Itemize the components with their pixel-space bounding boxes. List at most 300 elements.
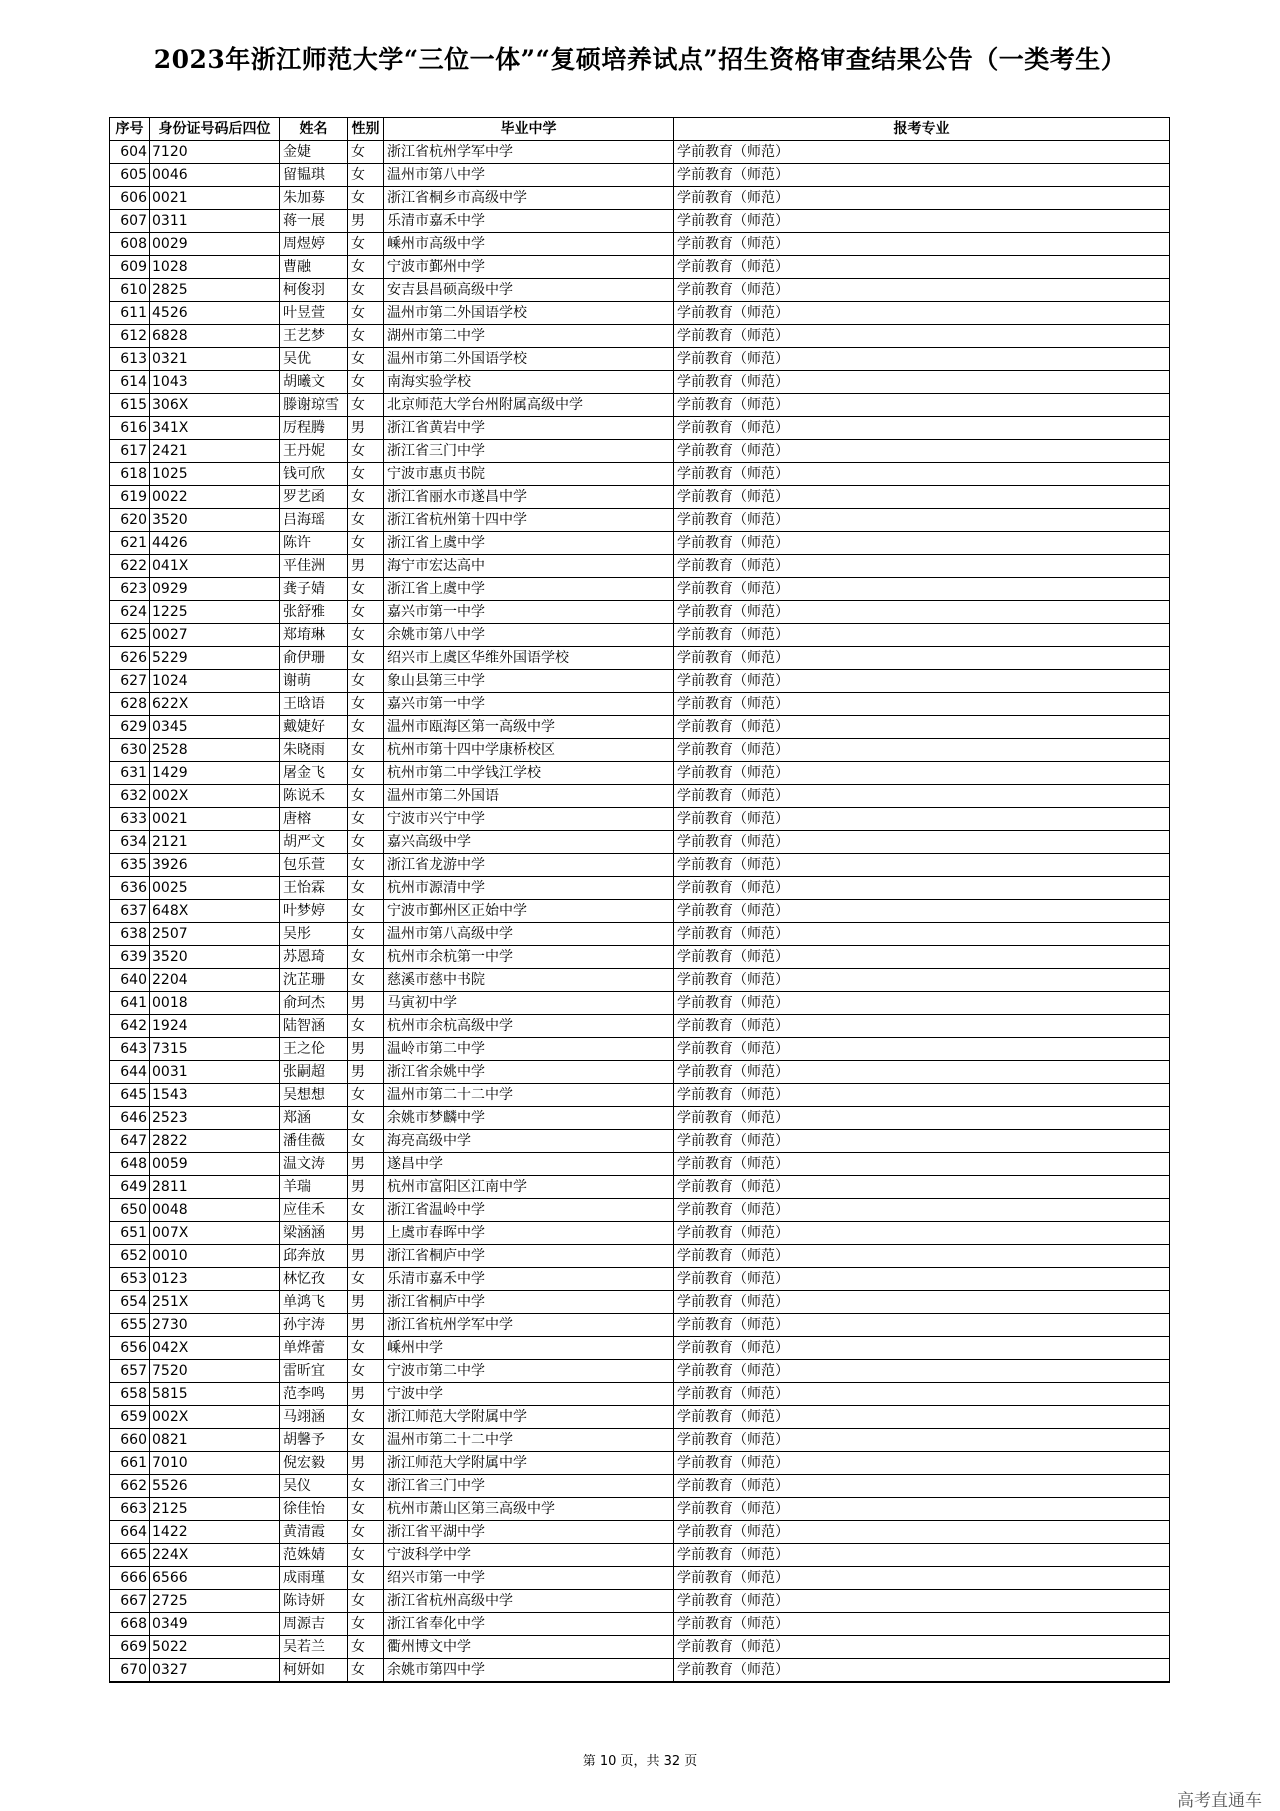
school-cell: 余姚市第四中学 — [384, 1659, 674, 1683]
school-cell: 浙江师范大学附属中学 — [384, 1452, 674, 1475]
name-cell: 平佳洲 — [280, 555, 348, 578]
id-last4-cell: 0345 — [150, 716, 280, 739]
name-cell: 柯俊羽 — [280, 279, 348, 302]
id-last4-cell: 2822 — [150, 1130, 280, 1153]
table-row — [110, 1015, 1170, 1038]
gender-cell: 女 — [348, 647, 384, 670]
name-cell: 包乐萱 — [280, 854, 348, 877]
table-row — [110, 210, 1170, 233]
gender-cell: 女 — [348, 233, 384, 256]
seq-cell: 670 — [110, 1659, 150, 1683]
major-cell: 学前教育（师范） — [674, 831, 1170, 854]
school-cell: 温州市第二外国语 — [384, 785, 674, 808]
seq-cell: 639 — [110, 946, 150, 969]
name-cell: 罗艺函 — [280, 486, 348, 509]
table-row — [110, 371, 1170, 394]
major-cell: 学前教育（师范） — [674, 601, 1170, 624]
school-cell: 杭州市余杭第一中学 — [384, 946, 674, 969]
name-cell: 曹融 — [280, 256, 348, 279]
seq-cell: 646 — [110, 1107, 150, 1130]
seq-cell: 612 — [110, 325, 150, 348]
gender-cell: 女 — [348, 1475, 384, 1498]
seq-cell: 618 — [110, 463, 150, 486]
id-last4-cell: 5815 — [150, 1383, 280, 1406]
id-last4-cell: 7120 — [150, 141, 280, 164]
school-cell: 浙江省余姚中学 — [384, 1061, 674, 1084]
gender-cell: 男 — [348, 1222, 384, 1245]
school-cell: 温州市第二外国语学校 — [384, 348, 674, 371]
major-cell: 学前教育（师范） — [674, 1245, 1170, 1268]
name-cell: 黄清霞 — [280, 1521, 348, 1544]
name-cell: 吕海瑶 — [280, 509, 348, 532]
major-cell: 学前教育（师范） — [674, 141, 1170, 164]
school-cell: 宁波市第二中学 — [384, 1360, 674, 1383]
school-cell: 上虞市春晖中学 — [384, 1222, 674, 1245]
school-cell: 海宁市宏达高中 — [384, 555, 674, 578]
gender-cell: 女 — [348, 785, 384, 808]
seq-cell: 609 — [110, 256, 150, 279]
gender-cell: 女 — [348, 164, 384, 187]
major-cell: 学前教育（师范） — [674, 854, 1170, 877]
table-row — [110, 417, 1170, 440]
gender-cell: 男 — [348, 1038, 384, 1061]
major-cell: 学前教育（师范） — [674, 463, 1170, 486]
id-last4-cell: 6566 — [150, 1567, 280, 1590]
major-cell: 学前教育（师范） — [674, 1567, 1170, 1590]
table-row — [110, 1567, 1170, 1590]
table-row — [110, 1521, 1170, 1544]
major-cell: 学前教育（师范） — [674, 371, 1170, 394]
major-cell: 学前教育（师范） — [674, 624, 1170, 647]
gender-cell: 女 — [348, 808, 384, 831]
major-cell: 学前教育（师范） — [674, 1337, 1170, 1360]
table-row — [110, 1268, 1170, 1291]
gender-cell: 女 — [348, 1107, 384, 1130]
name-cell: 王晗语 — [280, 693, 348, 716]
seq-cell: 648 — [110, 1153, 150, 1176]
seq-cell: 653 — [110, 1268, 150, 1291]
gender-cell: 女 — [348, 877, 384, 900]
name-cell: 胡馨予 — [280, 1429, 348, 1452]
school-cell: 浙江省桐乡市高级中学 — [384, 187, 674, 210]
major-cell: 学前教育（师范） — [674, 1291, 1170, 1314]
seq-cell: 623 — [110, 578, 150, 601]
seq-cell: 625 — [110, 624, 150, 647]
col-header-seq: 序号 — [110, 118, 150, 141]
id-last4-cell: 648X — [150, 900, 280, 923]
name-cell: 王怡霖 — [280, 877, 348, 900]
gender-cell: 女 — [348, 1360, 384, 1383]
gender-cell: 女 — [348, 1199, 384, 1222]
school-cell: 杭州市第十四中学康桥校区 — [384, 739, 674, 762]
seq-cell: 627 — [110, 670, 150, 693]
gender-cell: 女 — [348, 532, 384, 555]
major-cell: 学前教育（师范） — [674, 578, 1170, 601]
gender-cell: 男 — [348, 1245, 384, 1268]
school-cell: 宁波科学中学 — [384, 1544, 674, 1567]
id-last4-cell: 0022 — [150, 486, 280, 509]
major-cell: 学前教育（师范） — [674, 900, 1170, 923]
name-cell: 马翊涵 — [280, 1406, 348, 1429]
name-cell: 金婕 — [280, 141, 348, 164]
school-cell: 嘉兴高级中学 — [384, 831, 674, 854]
name-cell: 徐佳怡 — [280, 1498, 348, 1521]
seq-cell: 641 — [110, 992, 150, 1015]
name-cell: 周源吉 — [280, 1613, 348, 1636]
seq-cell: 620 — [110, 509, 150, 532]
seq-cell: 636 — [110, 877, 150, 900]
major-cell: 学前教育（师范） — [674, 969, 1170, 992]
table-row — [110, 854, 1170, 877]
school-cell: 浙江省三门中学 — [384, 440, 674, 463]
school-cell: 嘉兴市第一中学 — [384, 601, 674, 624]
seq-cell: 631 — [110, 762, 150, 785]
name-cell: 王丹妮 — [280, 440, 348, 463]
id-last4-cell: 2523 — [150, 1107, 280, 1130]
table-row — [110, 1084, 1170, 1107]
seq-cell: 622 — [110, 555, 150, 578]
gender-cell: 女 — [348, 716, 384, 739]
school-cell: 浙江省杭州学军中学 — [384, 141, 674, 164]
school-cell: 杭州市第二中学钱江学校 — [384, 762, 674, 785]
gender-cell: 女 — [348, 578, 384, 601]
id-last4-cell: 2204 — [150, 969, 280, 992]
seq-cell: 626 — [110, 647, 150, 670]
name-cell: 范李鸣 — [280, 1383, 348, 1406]
name-cell: 柯妍如 — [280, 1659, 348, 1683]
name-cell: 周煜婷 — [280, 233, 348, 256]
id-last4-cell: 0821 — [150, 1429, 280, 1452]
school-cell: 宁波市惠贞书院 — [384, 463, 674, 486]
id-last4-cell: 5526 — [150, 1475, 280, 1498]
table-row — [110, 1291, 1170, 1314]
table-row — [110, 831, 1170, 854]
table-row — [110, 187, 1170, 210]
id-last4-cell: 007X — [150, 1222, 280, 1245]
seq-cell: 615 — [110, 394, 150, 417]
id-last4-cell: 251X — [150, 1291, 280, 1314]
seq-cell: 647 — [110, 1130, 150, 1153]
seq-cell: 624 — [110, 601, 150, 624]
major-cell: 学前教育（师范） — [674, 1314, 1170, 1337]
seq-cell: 635 — [110, 854, 150, 877]
school-cell: 温州市第八中学 — [384, 164, 674, 187]
table-row — [110, 394, 1170, 417]
id-last4-cell: 0929 — [150, 578, 280, 601]
table-row — [110, 532, 1170, 555]
seq-cell: 655 — [110, 1314, 150, 1337]
seq-cell: 637 — [110, 900, 150, 923]
gender-cell: 女 — [348, 693, 384, 716]
gender-cell: 男 — [348, 992, 384, 1015]
school-cell: 安吉县昌硕高级中学 — [384, 279, 674, 302]
table-row — [110, 578, 1170, 601]
name-cell: 钱可欣 — [280, 463, 348, 486]
gender-cell: 男 — [348, 555, 384, 578]
seq-cell: 660 — [110, 1429, 150, 1452]
major-cell: 学前教育（师范） — [674, 1383, 1170, 1406]
table-row — [110, 1475, 1170, 1498]
table-row — [110, 1337, 1170, 1360]
id-last4-cell: 7010 — [150, 1452, 280, 1475]
id-last4-cell: 1028 — [150, 256, 280, 279]
table-row — [110, 302, 1170, 325]
table-row — [110, 1613, 1170, 1636]
major-cell: 学前教育（师范） — [674, 1590, 1170, 1613]
gender-cell: 女 — [348, 371, 384, 394]
name-cell: 邱奔放 — [280, 1245, 348, 1268]
name-cell: 滕谢琼雪 — [280, 394, 348, 417]
table-row — [110, 1314, 1170, 1337]
name-cell: 单烨蕾 — [280, 1337, 348, 1360]
id-last4-cell: 0031 — [150, 1061, 280, 1084]
school-cell: 遂昌中学 — [384, 1153, 674, 1176]
col-header-school: 毕业中学 — [384, 118, 674, 141]
name-cell: 郑涵 — [280, 1107, 348, 1130]
name-cell: 郑堉琳 — [280, 624, 348, 647]
major-cell: 学前教育（师范） — [674, 1406, 1170, 1429]
school-cell: 浙江省温岭中学 — [384, 1199, 674, 1222]
school-cell: 温州市第八高级中学 — [384, 923, 674, 946]
gender-cell: 女 — [348, 1498, 384, 1521]
name-cell: 单鸿飞 — [280, 1291, 348, 1314]
major-cell: 学前教育（师范） — [674, 1153, 1170, 1176]
name-cell: 应佳禾 — [280, 1199, 348, 1222]
id-last4-cell: 1429 — [150, 762, 280, 785]
gender-cell: 女 — [348, 601, 384, 624]
major-cell: 学前教育（师范） — [674, 1521, 1170, 1544]
major-cell: 学前教育（师范） — [674, 233, 1170, 256]
id-last4-cell: 3926 — [150, 854, 280, 877]
major-cell: 学前教育（师范） — [674, 716, 1170, 739]
seq-cell: 611 — [110, 302, 150, 325]
school-cell: 杭州市余杭高级中学 — [384, 1015, 674, 1038]
id-last4-cell: 0027 — [150, 624, 280, 647]
gender-cell: 女 — [348, 762, 384, 785]
gender-cell: 女 — [348, 1613, 384, 1636]
col-header-name: 姓名 — [280, 118, 348, 141]
school-cell: 浙江省上虞中学 — [384, 532, 674, 555]
table-row — [110, 1544, 1170, 1567]
id-last4-cell: 7315 — [150, 1038, 280, 1061]
gender-cell: 女 — [348, 440, 384, 463]
gender-cell: 女 — [348, 325, 384, 348]
id-last4-cell: 042X — [150, 1337, 280, 1360]
seq-cell: 616 — [110, 417, 150, 440]
name-cell: 羊瑞 — [280, 1176, 348, 1199]
table-row — [110, 1406, 1170, 1429]
seq-cell: 658 — [110, 1383, 150, 1406]
name-cell: 苏恩琦 — [280, 946, 348, 969]
school-cell: 余姚市梦麟中学 — [384, 1107, 674, 1130]
table-row — [110, 1107, 1170, 1130]
name-cell: 谢萌 — [280, 670, 348, 693]
table-row — [110, 233, 1170, 256]
table-row — [110, 1452, 1170, 1475]
seq-cell: 643 — [110, 1038, 150, 1061]
major-cell: 学前教育（师范） — [674, 1498, 1170, 1521]
table-row — [110, 325, 1170, 348]
major-cell: 学前教育（师范） — [674, 1222, 1170, 1245]
gender-cell: 女 — [348, 1130, 384, 1153]
name-cell: 张嗣超 — [280, 1061, 348, 1084]
school-cell: 绍兴市上虞区华维外国语学校 — [384, 647, 674, 670]
gender-cell: 女 — [348, 946, 384, 969]
major-cell: 学前教育（师范） — [674, 555, 1170, 578]
name-cell: 成雨瑾 — [280, 1567, 348, 1590]
gender-cell: 男 — [348, 1291, 384, 1314]
id-last4-cell: 0018 — [150, 992, 280, 1015]
school-cell: 北京师范大学台州附属高级中学 — [384, 394, 674, 417]
name-cell: 范姝婧 — [280, 1544, 348, 1567]
school-cell: 浙江省三门中学 — [384, 1475, 674, 1498]
gender-cell: 女 — [348, 670, 384, 693]
id-last4-cell: 1024 — [150, 670, 280, 693]
id-last4-cell: 1025 — [150, 463, 280, 486]
gender-cell: 女 — [348, 739, 384, 762]
school-cell: 浙江省杭州学军中学 — [384, 1314, 674, 1337]
seq-cell: 654 — [110, 1291, 150, 1314]
major-cell: 学前教育（师范） — [674, 532, 1170, 555]
school-cell: 乐清市嘉禾中学 — [384, 1268, 674, 1291]
major-cell: 学前教育（师范） — [674, 440, 1170, 463]
seq-cell: 652 — [110, 1245, 150, 1268]
seq-cell: 606 — [110, 187, 150, 210]
school-cell: 浙江师范大学附属中学 — [384, 1406, 674, 1429]
id-last4-cell: 0048 — [150, 1199, 280, 1222]
name-cell: 屠金飞 — [280, 762, 348, 785]
table-header-row — [110, 118, 1170, 141]
seq-cell: 604 — [110, 141, 150, 164]
seq-cell: 665 — [110, 1544, 150, 1567]
major-cell: 学前教育（师范） — [674, 509, 1170, 532]
table-row — [110, 624, 1170, 647]
table-row — [110, 1498, 1170, 1521]
major-cell: 学前教育（师范） — [674, 808, 1170, 831]
table-row — [110, 1199, 1170, 1222]
seq-cell: 607 — [110, 210, 150, 233]
col-header-major: 报考专业 — [674, 118, 1170, 141]
table-row — [110, 877, 1170, 900]
major-cell: 学前教育（师范） — [674, 302, 1170, 325]
seq-cell: 659 — [110, 1406, 150, 1429]
school-cell: 浙江省黄岩中学 — [384, 417, 674, 440]
name-cell: 唐榕 — [280, 808, 348, 831]
gender-cell: 女 — [348, 302, 384, 325]
name-cell: 俞伊珊 — [280, 647, 348, 670]
school-cell: 嵊州中学 — [384, 1337, 674, 1360]
name-cell: 戴婕好 — [280, 716, 348, 739]
major-cell: 学前教育（师范） — [674, 946, 1170, 969]
name-cell: 陈许 — [280, 532, 348, 555]
seq-cell: 664 — [110, 1521, 150, 1544]
major-cell: 学前教育（师范） — [674, 923, 1170, 946]
table-row — [110, 992, 1170, 1015]
major-cell: 学前教育（师范） — [674, 693, 1170, 716]
name-cell: 胡严文 — [280, 831, 348, 854]
table-row — [110, 1360, 1170, 1383]
id-last4-cell: 2125 — [150, 1498, 280, 1521]
school-cell: 慈溪市慈中书院 — [384, 969, 674, 992]
major-cell: 学前教育（师范） — [674, 670, 1170, 693]
id-last4-cell: 002X — [150, 1406, 280, 1429]
school-cell: 浙江省奉化中学 — [384, 1613, 674, 1636]
school-cell: 象山县第三中学 — [384, 670, 674, 693]
school-cell: 温州市第二十二中学 — [384, 1429, 674, 1452]
major-cell: 学前教育（师范） — [674, 1452, 1170, 1475]
id-last4-cell: 5229 — [150, 647, 280, 670]
id-last4-cell: 0021 — [150, 187, 280, 210]
gender-cell: 男 — [348, 210, 384, 233]
name-cell: 叶梦婷 — [280, 900, 348, 923]
id-last4-cell: 4526 — [150, 302, 280, 325]
seq-cell: 619 — [110, 486, 150, 509]
name-cell: 王艺梦 — [280, 325, 348, 348]
name-cell: 沈芷珊 — [280, 969, 348, 992]
name-cell: 陈说禾 — [280, 785, 348, 808]
name-cell: 陆智涵 — [280, 1015, 348, 1038]
id-last4-cell: 2825 — [150, 279, 280, 302]
gender-cell: 女 — [348, 1337, 384, 1360]
id-last4-cell: 2725 — [150, 1590, 280, 1613]
major-cell: 学前教育（师范） — [674, 210, 1170, 233]
name-cell: 吴优 — [280, 348, 348, 371]
id-last4-cell: 1422 — [150, 1521, 280, 1544]
major-cell: 学前教育（师范） — [674, 992, 1170, 1015]
gender-cell: 女 — [348, 394, 384, 417]
major-cell: 学前教育（师范） — [674, 1475, 1170, 1498]
major-cell: 学前教育（师范） — [674, 647, 1170, 670]
gender-cell: 女 — [348, 1521, 384, 1544]
gender-cell: 女 — [348, 1636, 384, 1659]
name-cell: 吴若兰 — [280, 1636, 348, 1659]
id-last4-cell: 1924 — [150, 1015, 280, 1038]
seq-cell: 668 — [110, 1613, 150, 1636]
seq-cell: 614 — [110, 371, 150, 394]
seq-cell: 656 — [110, 1337, 150, 1360]
gender-cell: 女 — [348, 463, 384, 486]
page-title: 2023年浙江师范大学“三位一体”“复硕培养试点”招生资格审查结果公告（一类考生） — [153, 45, 1127, 74]
school-cell: 浙江省上虞中学 — [384, 578, 674, 601]
major-cell: 学前教育（师范） — [674, 762, 1170, 785]
id-last4-cell: 0311 — [150, 210, 280, 233]
seq-cell: 605 — [110, 164, 150, 187]
gender-cell: 女 — [348, 854, 384, 877]
seq-cell: 629 — [110, 716, 150, 739]
name-cell: 龚子婧 — [280, 578, 348, 601]
seq-cell: 640 — [110, 969, 150, 992]
major-cell: 学前教育（师范） — [674, 1130, 1170, 1153]
school-cell: 温州市瓯海区第一高级中学 — [384, 716, 674, 739]
seq-cell: 661 — [110, 1452, 150, 1475]
major-cell: 学前教育（师范） — [674, 1015, 1170, 1038]
major-cell: 学前教育（师范） — [674, 877, 1170, 900]
name-cell: 朱加募 — [280, 187, 348, 210]
id-last4-cell: 1543 — [150, 1084, 280, 1107]
results-table — [109, 117, 1170, 1683]
school-cell: 乐清市嘉禾中学 — [384, 210, 674, 233]
major-cell: 学前教育（师范） — [674, 1360, 1170, 1383]
major-cell: 学前教育（师范） — [674, 1636, 1170, 1659]
name-cell: 厉程腾 — [280, 417, 348, 440]
seq-cell: 633 — [110, 808, 150, 831]
gender-cell: 女 — [348, 1015, 384, 1038]
seq-cell: 630 — [110, 739, 150, 762]
school-cell: 宁波市鄞州中学 — [384, 256, 674, 279]
gender-cell: 男 — [348, 1314, 384, 1337]
school-cell: 浙江省桐庐中学 — [384, 1291, 674, 1314]
table-row — [110, 946, 1170, 969]
